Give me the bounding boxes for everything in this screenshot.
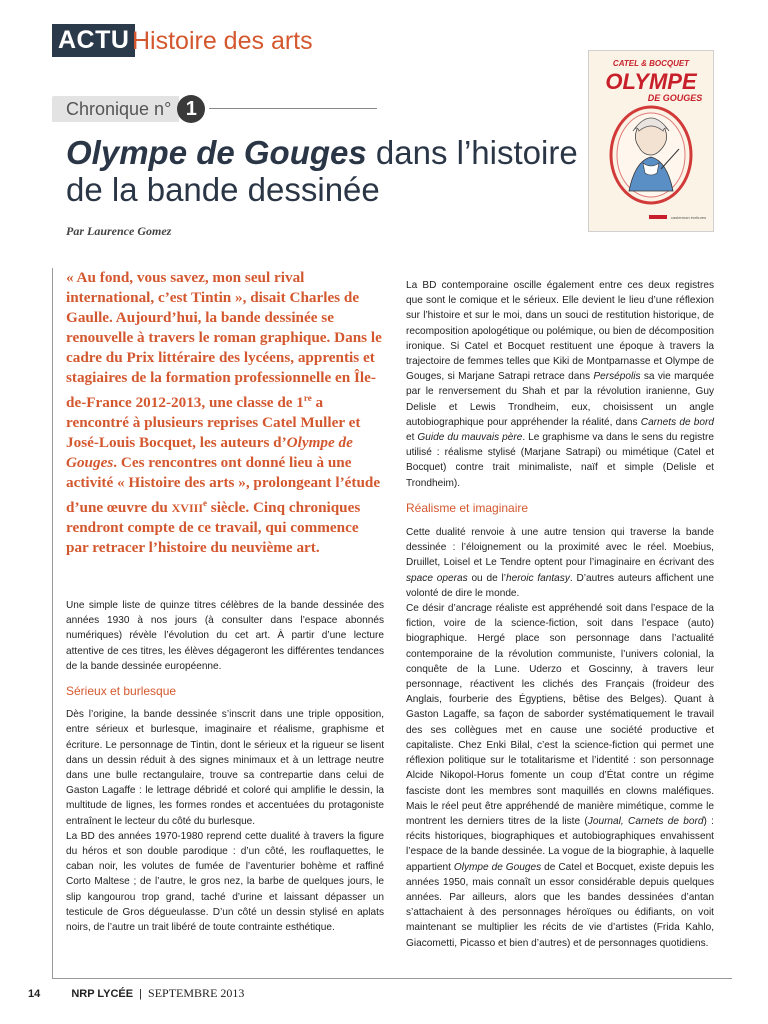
- text: sa vie marquée par le renversement du Shah et par la révolution iranienne, Guy Delisle et Lewis Trondheim, eux, choisissent un angle autobiographique pour appréhender la réalité, dans: [406, 371, 714, 428]
- cover-subtitle: DE GOUGES: [647, 93, 703, 103]
- text: et: [406, 432, 418, 444]
- text: La BD contemporaine oscille également entre ces deux registres que sont le comique et le sérieux. Elle devient le lieu d’une réflexion sur l’histoire et sur le moi, dans un souci de restitution historique, de recomposition apologétique ou polémique, ou bien de décomposition ironique. Si Catel et Bocquet restituent une époque à travers la trajectoire de femmes telles que Kiki de Montparnasse et Olympe de Gouges, si Marjane Satrapi retrace dans: [406, 280, 714, 383]
- paragraph: [406, 525, 714, 601]
- text: Cette dualité renvoie à une autre tension qui traverse la bande dessinée : l’éloignement ou la proximité avec le réel. Moebius, Druillet, Loisel et Le Tendre optent pour l’imaginaire en écrivant des: [406, 527, 714, 569]
- book-cover: [588, 50, 714, 232]
- text: . Le graphisme va dans le sens du registre utilisé : réalisme stylisé (Marjane Satrapi) ou mimétique (Catel et Bocquet) contre trait minimaliste, naïf et simple (Delisle et Trondheim).: [406, 432, 714, 489]
- page-footer: [28, 986, 244, 1001]
- cover-authors: CATEL & BOCQUET: [612, 59, 690, 68]
- left-column: [66, 598, 384, 935]
- title-italic: Olympe de Gouges: [66, 134, 367, 171]
- footer-separator: |: [139, 988, 142, 1000]
- article-intro: [66, 268, 384, 558]
- footer-rule: [52, 978, 732, 979]
- text-italic: Olympe de Gouges: [453, 861, 542, 873]
- text-italic: space operas: [406, 572, 468, 584]
- text-italic: Carnets de bord: [640, 416, 714, 428]
- section-tag: ACTU: [52, 24, 135, 57]
- title-line2: de la bande dessinée: [66, 171, 380, 208]
- paragraph: Une simple liste de quinze titres célèbres de la bande dessinée des années 1930 à nos jours (à consulter dans l’espace abonnés numériques) révèle l’évolution du cet art. À partir d’une lecture attentive de ces titres, les élèves dégageront les différentes tendances de la bande dessinée européenne.: [66, 600, 384, 672]
- intro-text-4: siècle. Cinq chroniques rendront compte de ce travail, qui commence par retracer l’histoire du neuvième art.: [66, 499, 361, 557]
- intro-italic: Olympe de Gouges: [66, 434, 353, 472]
- cover-title: OLYMPE: [605, 69, 697, 94]
- chronicle-label: Chronique n°: [52, 96, 179, 122]
- paragraph: [406, 601, 714, 951]
- section-title: Histoire des arts: [132, 27, 313, 55]
- paragraph: [406, 278, 714, 491]
- right-column: [406, 278, 714, 951]
- text: Ce désir d’ancrage réaliste est appréhendé soit dans l’espace de la fiction, voire de la science-fiction, soit dans l’espace (auto) biographique. Hergé place son personnage dans l’actualité contemporaine de la révolution communiste, l’univers colonial, la conquête de la Lune. Uderzo et Goscinny, à travers leur personnage, réactivent les clichés des Français (froideur des Anglais, fourberie des Égyptiens, bêtise des Belges). Quant à Gaston Lagaffe, sa façon de saborder systématiquement le travail des ses collègues met en cause une société productive et capitaliste. Chez Enki Bilal, c’est la science-fiction qui permet une réflexion politique sur le totalitarisme et l’identité : son personnage Alcide Nikopol-Horus fomente un coup d’État contre un régime fasciste dont les membres sont maquillés en clowns maléfiques. Mais le réel peut être appréhendé de manière mimétique, comme le montrent les derniers titres de la liste (: [406, 603, 714, 827]
- byline: Par Laurence Gomez: [66, 224, 172, 238]
- paragraph: Dès l’origine, la bande dessinée s’inscrit dans une triple opposition, entre sérieux et burlesque, imaginaire et réalisme, graphisme et écriture. Le personnage de Tintin, dont le sérieux et la rigueur se lisent dans un dessin réduit à des signes minimaux et à un lettrage neutre dans une bulle rectangulaire, trouve sa contrepartie dans celui de Gaston Lagaffe : le lettrage débridé et coloré qui amplifie le dessin, la multitude de lignes, les formes rondes et accentuées du protagoniste entraînent le lecteur du côté du burlesque.: [66, 709, 384, 827]
- text: de Catel et Bocquet, existe depuis les années 1950, mais connaît un essor considérable depuis quelques années. Par ailleurs, alors que les bandes dessinées d’antan s’attachaient à des personnages héroïques ou édifiants, on voit maintenant se multiplier les récits de vie d’artistes (Frida Kahlo, Giacometti, Picasso et bien d’autres) et de personnages quotidiens.: [406, 861, 715, 949]
- text-italic: heroic fantasy: [506, 572, 570, 584]
- page-number: 14: [28, 988, 41, 1000]
- chronicle-badge: [52, 96, 209, 122]
- text-italic: Journal, Carnets de bord: [587, 815, 704, 827]
- text: . D’autres auteurs affichent une volonté de dire le monde.: [406, 572, 715, 599]
- text: ou de l’: [467, 572, 507, 584]
- paragraph: La BD des années 1970-1980 reprend cette dualité à travers la figure du héros et son double parodique : d’un côté, les rouflaquettes, le caban noir, les volutes de fumée de l’aventurier bohème et raffiné Corto Maltese ; de l’autre, le gros nez, la barbe de quelques jours, le slip kangourou trop grand, taché d’urine et laissant dépasser un testicule de Gros dégueulasse. D’un côté un dessin stylisé en aplats noirs, de l’autre un trait libéré de toute contrainte esthétique.: [66, 830, 384, 934]
- subheading-realisme: Réalisme et imaginaire: [406, 500, 529, 515]
- cover-publisher: casterman écritures: [671, 215, 707, 220]
- intro-text-1: « Au fond, vous savez, mon seul rival international, c’est Tintin », disait Charles de Gaulle. Aujourd’hui, la bande dessinée se renouvelle à travers le roman graphique. Dans le cadre du Prix littéraire des lycéens, apprentis et stagiaires de la formation professionnelle en Île-de-France 2012-2013, une classe de 1: [66, 269, 382, 412]
- left-margin-rule: [52, 268, 53, 979]
- text-italic: Guide du mauvais père: [417, 432, 523, 444]
- intro-sup-2: e: [202, 498, 207, 509]
- text: ) : récits historiques, biographiques et autobiographiques envahissent l’espace de la bande dessinée. La vogue de la biographie, à laquelle appartient: [406, 815, 714, 873]
- book-cover-illustration: [589, 51, 713, 231]
- magazine-name: NRP LYCÉE: [71, 988, 134, 1000]
- text-italic: Persépolis: [593, 371, 641, 383]
- intro-text-2: a rencontré à plusieurs reprises Catel Muller et José-Louis Bocquet, les auteurs d’: [66, 394, 361, 452]
- intro-century: XVIII: [171, 501, 203, 516]
- article-title: [66, 134, 586, 208]
- intro-text-3: . Ces rencontres ont donné lieu à une activité « Histoire des arts », prolongeant l’étude d’une œuvre du: [66, 454, 381, 517]
- chronicle-number: 1: [177, 95, 205, 123]
- intro-sup-1: re: [303, 393, 312, 403]
- title-rest: dans l’histoire: [366, 134, 578, 171]
- issue-date: SEPTEMBRE 2013: [148, 986, 245, 1000]
- subheading-serieux: Sérieux et burlesque: [66, 684, 177, 699]
